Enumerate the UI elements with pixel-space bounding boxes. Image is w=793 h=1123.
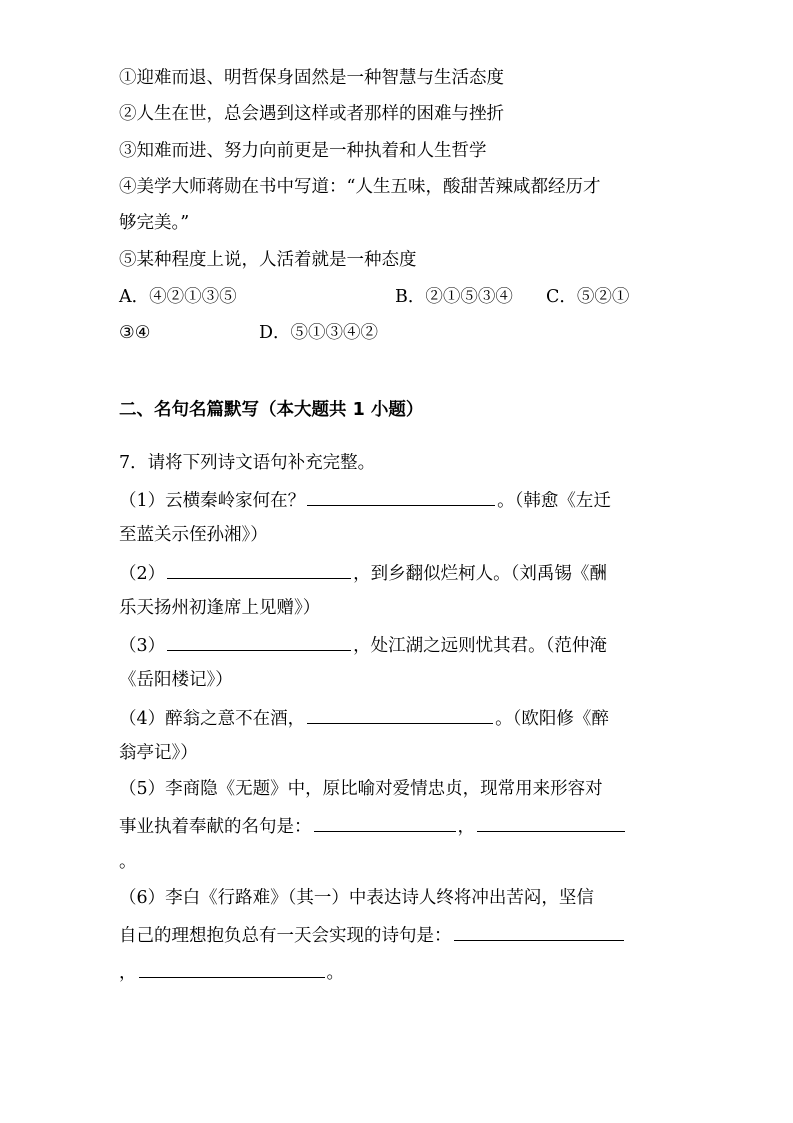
sentence-item-4-cont: 够完美。” xyxy=(119,213,190,233)
answer-blank-2[interactable] xyxy=(167,560,351,579)
sentence-item-2: ②人生在世，总会遇到这样或者那样的困难与挫折 xyxy=(119,104,504,124)
q4-line-2: 翁亭记》） xyxy=(119,743,198,763)
q3-line-1: （3） ，处江湖之远则忧其君。（范仲淹 xyxy=(119,632,679,658)
answer-blank-3[interactable] xyxy=(167,632,351,651)
options-row-1 xyxy=(119,285,679,309)
answer-blank-1[interactable] xyxy=(307,487,495,506)
option-c: C．⑤②① xyxy=(546,287,630,307)
sentence-item-1: ①迎难而退、明哲保身固然是一种智慧与生活态度 xyxy=(119,68,504,88)
q6-line-2: 自己的理想抱负总有一天会实现的诗句是： xyxy=(119,922,679,948)
option-d: D．⑤①③④② xyxy=(259,323,379,343)
q1-line-2: 至蓝关示侄孙湘》） xyxy=(119,525,268,545)
section-heading: 二、名句名篇默写（本大题共 1 小题） xyxy=(119,400,424,420)
answer-blank-5b[interactable] xyxy=(477,813,625,832)
option-a: A．④②①③⑤ xyxy=(119,287,237,307)
answer-blank-5a[interactable] xyxy=(314,813,456,832)
option-c-cont: ③④ xyxy=(119,323,151,343)
q2-line-1: （2） ，到乡翻似烂柯人。（刘禹锡《酬 xyxy=(119,560,679,586)
q5-line-3: 。 xyxy=(119,852,137,872)
q5-line-2: 事业执着奉献的名句是： ， xyxy=(119,813,679,839)
q6-line-3: ， 。 xyxy=(119,959,679,985)
q6-line-1: （6）李白《行路难》（其一）中表达诗人终将冲出苦闷，坚信 xyxy=(119,888,594,908)
option-b: B．②①⑤③④ xyxy=(395,287,513,307)
q2-line-2: 乐天扬州初逢席上见赠》） xyxy=(119,598,321,618)
options-row-2 xyxy=(119,321,679,345)
q4-line-1: （4）醉翁之意不在酒， 。（欧阳修《醉 xyxy=(119,705,679,731)
q5-line-1: （5）李商隐《无题》中，原比喻对爱情忠贞，现常用来形容对 xyxy=(119,779,603,799)
answer-blank-4[interactable] xyxy=(307,705,493,724)
answer-blank-6b[interactable] xyxy=(139,959,325,978)
sentence-item-4: ④美学大师蒋勋在书中写道：“人生五味，酸甜苦辣咸都经历才 xyxy=(119,177,601,197)
q3-line-2: 《岳阳楼记》） xyxy=(119,670,233,690)
sentence-item-5: ⑤某种程度上说，人活着就是一种态度 xyxy=(119,250,417,270)
q1-line-1: （1）云横秦岭家何在？ 。（韩愈《左迁 xyxy=(119,487,679,513)
answer-blank-6a[interactable] xyxy=(454,922,624,941)
question-7: 7．请将下列诗文语句补充完整。 xyxy=(119,453,376,473)
sentence-item-3: ③知难而进、努力向前更是一种执着和人生哲学 xyxy=(119,141,487,161)
